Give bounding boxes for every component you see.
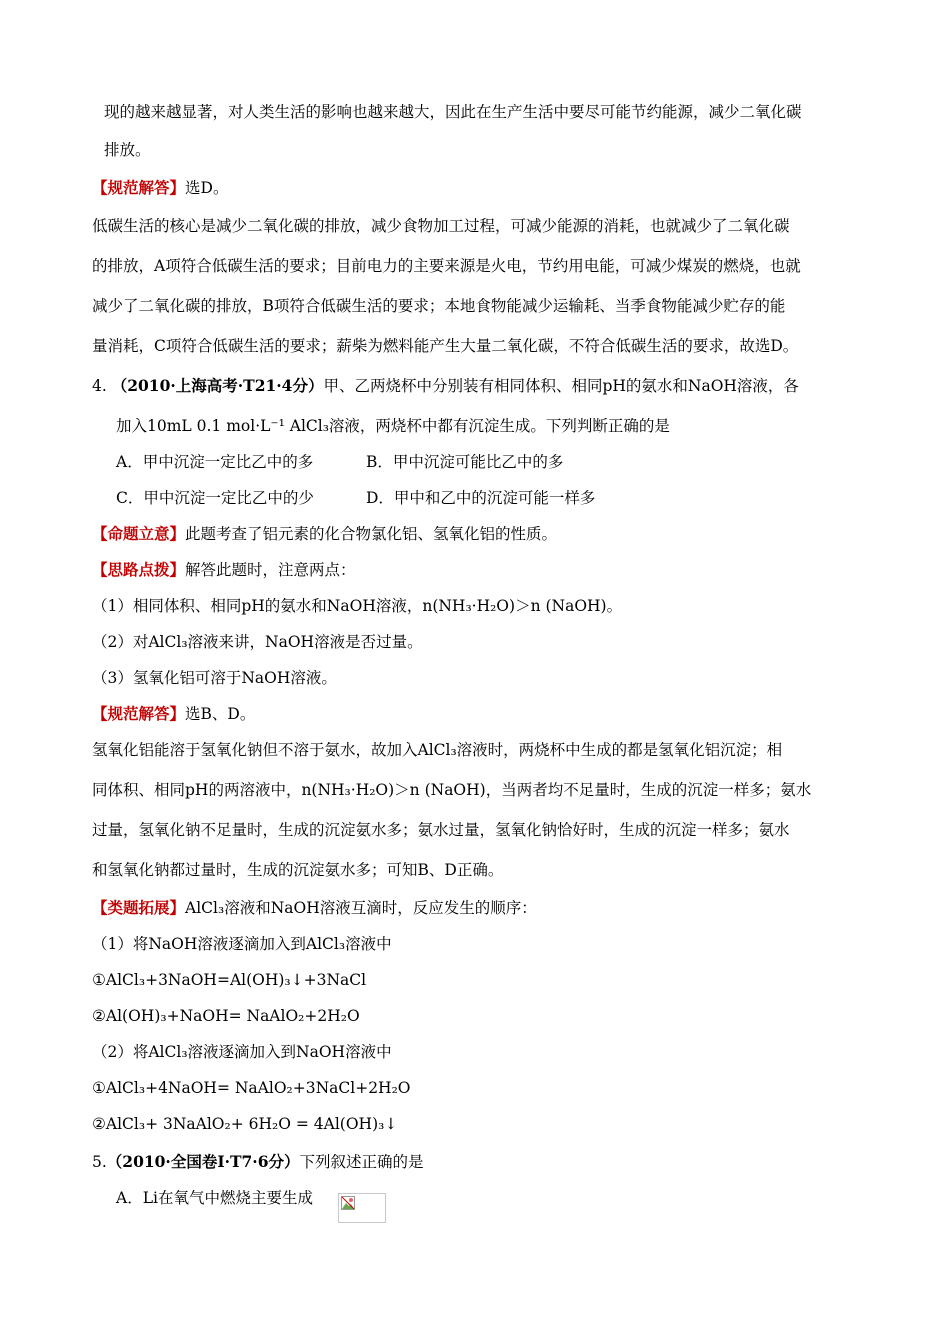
- broken-image-icon: [341, 1196, 355, 1210]
- section-tag: 【类题拓展】: [92, 898, 186, 917]
- text-line: 排放。: [104, 141, 151, 159]
- extension-section: 【类题拓展】AlCl₃溶液和NaOH溶液互滴时，反应发生的顺序：: [92, 898, 537, 917]
- text-line: 氢氧化铝能溶于氢氧化钠但不溶于氨水，故加入AlCl₃溶液时，两烧杯中生成的都是氢氧化铝沉淀；相: [92, 741, 783, 759]
- question-5-header: 5.（2010·全国卷Ⅰ·T7·6分）下列叙述正确的是: [92, 1152, 424, 1171]
- text-line: （3）氢氧化铝可溶于NaOH溶液。: [92, 669, 337, 687]
- option-b: B．甲中沉淀可能比乙中的多: [366, 453, 564, 471]
- option-a: A．甲中沉淀一定比乙中的多: [116, 453, 314, 471]
- option-d: D．甲中和乙中的沉淀可能一样多: [366, 489, 596, 507]
- question-4-header: 4. （2010·上海高考·T21·4分）甲、乙两烧杯中分别装有相同体积、相同pH的氨水和NaOH溶液，各: [92, 376, 799, 395]
- section-tag: 【规范解答】: [92, 704, 186, 723]
- hint-section: 【思路点拨】解答此题时，注意两点：: [92, 560, 356, 579]
- section-tag: 【思路点拨】: [92, 560, 186, 579]
- answer-section: 【规范解答】选D。: [92, 178, 229, 197]
- section-tag: 【规范解答】: [92, 178, 186, 197]
- text-line: 现的越来越显著，对人类生活的影响也越来越大，因此在生产生活中要尽可能节约能源，减少二氧化碳: [104, 103, 802, 121]
- question-source: （2010·全国卷Ⅰ·T7·6分）: [106, 1152, 300, 1171]
- option-c: C．甲中沉淀一定比乙中的少: [116, 489, 314, 507]
- equation-line: ①AlCl₃+3NaOH=Al(OH)₃↓+3NaCl: [92, 971, 367, 989]
- intent-section: 【命题立意】此题考查了铝元素的化合物氯化铝、氢氧化铝的性质。: [92, 524, 558, 543]
- text-line: 的排放，A项符合低碳生活的要求；目前电力的主要来源是火电，节约用电能，可减少煤炭的燃烧，也就: [92, 257, 801, 275]
- options-row: [116, 452, 880, 472]
- text-line: （1）相同体积、相同pH的氨水和NaOH溶液，n(NH₃·H₂O)＞n (NaOH)。: [92, 597, 623, 615]
- text-line: 和氢氧化钠都过量时，生成的沉淀氨水多；可知B、D正确。: [92, 861, 504, 879]
- equation-line: ①AlCl₃+4NaOH= NaAlO₂+3NaCl+2H₂O: [92, 1079, 411, 1097]
- text-line: 减少了二氧化碳的排放，B项符合低碳生活的要求；本地食物能减少运输耗、当季食物能减少贮存的能: [92, 297, 786, 315]
- text-line: （1）将NaOH溶液逐滴加入到AlCl₃溶液中: [92, 935, 392, 953]
- section-tag: 【命题立意】: [92, 524, 186, 543]
- broken-image-placeholder: [338, 1193, 386, 1223]
- question-source: （2010·上海高考·T21·4分）: [111, 376, 324, 395]
- answer-section: 【规范解答】选B、D。: [92, 704, 256, 723]
- text-line: 加入10mL 0.1 mol·L⁻¹ AlCl₃溶液，两烧杯中都有沉淀生成。下列判断正确的是: [116, 417, 670, 435]
- text-line: 低碳生活的核心是减少二氧化碳的排放，减少食物加工过程，可减少能源的消耗，也就减少了二氧化碳: [92, 217, 790, 235]
- options-row: [116, 488, 880, 508]
- equation-line: ②AlCl₃+ 3NaAlO₂+ 6H₂O = 4Al(OH)₃↓: [92, 1115, 398, 1133]
- text-line: （2）将AlCl₃溶液逐滴加入到NaOH溶液中: [92, 1043, 392, 1061]
- equation-line: ②Al(OH)₃+NaOH= NaAlO₂+2H₂O: [92, 1007, 360, 1025]
- text-line: 同体积、相同pH的两溶液中，n(NH₃·H₂O)＞n (NaOH)，当两者均不足量时，生成的沉淀一样多；氨水: [92, 781, 812, 799]
- text-line: （2）对AlCl₃溶液来讲，NaOH溶液是否过量。: [92, 633, 423, 651]
- text-line: 过量，氢氧化钠不足量时，生成的沉淀氨水多；氨水过量，氢氧化钠恰好时，生成的沉淀一样多；氨水: [92, 821, 790, 839]
- text-line: 量消耗，C项符合低碳生活的要求；薪柴为燃料能产生大量二氧化碳，不符合低碳生活的要求，故选D。: [92, 337, 799, 355]
- text-line: A．Li在氧气中燃烧主要生成: [116, 1189, 313, 1207]
